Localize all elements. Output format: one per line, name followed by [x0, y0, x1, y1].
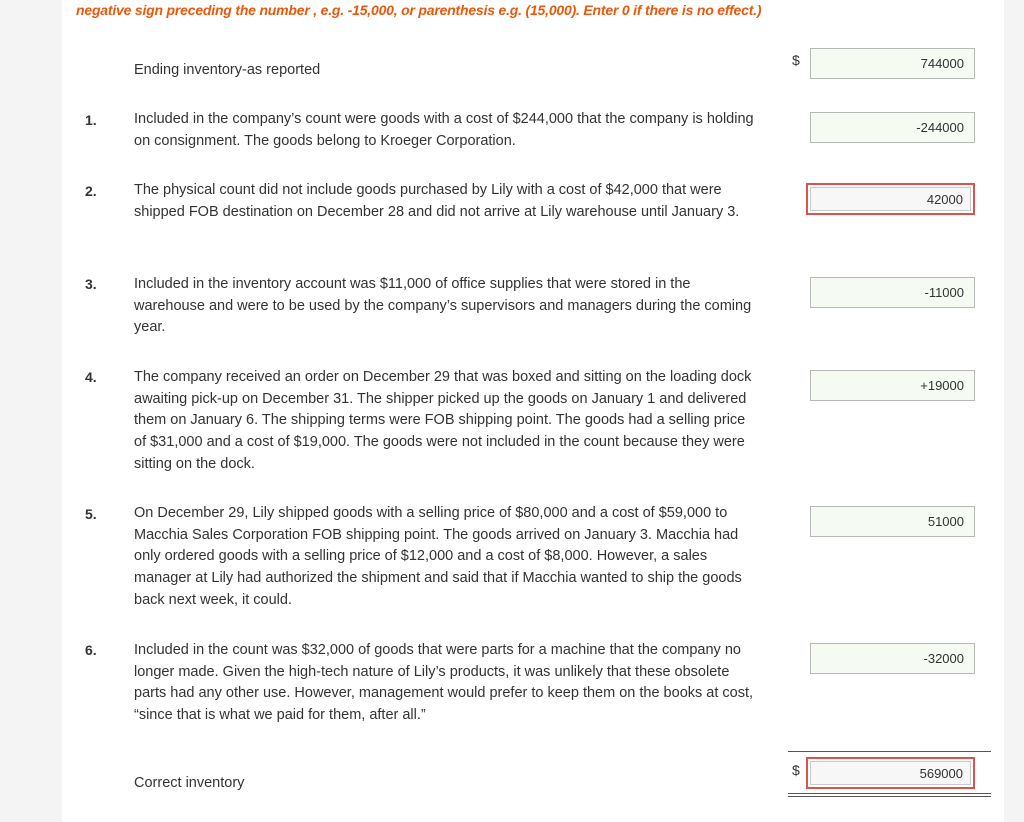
item-2-adjustment-input[interactable]: [806, 183, 975, 215]
item-1-number: 1.: [85, 112, 97, 128]
item-3-number: 3.: [85, 276, 97, 292]
correct-inventory-label: Correct inventory: [134, 775, 245, 791]
total-double-rule-1: [788, 793, 991, 794]
item-5-number: 5.: [85, 506, 97, 522]
reported-inventory-label: Ending inventory-as reported: [134, 62, 321, 78]
item-4-number: 4.: [85, 369, 97, 385]
instruction-text: negative sign preceding the number , e.g. -15,000, or parenthesis e.g. (15,000). Enter 0 if there is no effect.): [76, 2, 762, 18]
item-5-description: On December 29, Lily shipped goods with a selling price of $80,000 and a cost of $59,000 to Macchia Sales Corporation FOB shipping point. The goods arrived on January 3. Macchia had only ordered goods with a selling price of $12,000 and a cost of $8,000. However, a sales manager at Lily had authorized the shipment and said that if Macchia wanted to ship the goods back next week, it could.: [134, 505, 742, 608]
reported-dollar-sign: $: [792, 52, 800, 68]
item-4-description: The company received an order on December 29 that was boxed and sitting on the loading dock awaiting pick-up on December 31. The shipper picked up the goods on January 1 and delivered them on January 6. The shipping terms were FOB shipping point. The goods had a selling price of $31,000 and a cost of $19,000. The goods were not included in the count because they were sitting on the dock.: [134, 369, 752, 472]
item-1-description: Included in the company’s count were goods with a cost of $244,000 that the company is holding on consignment. The goods belong to Kroeger Corporation.: [134, 111, 754, 149]
item-6-adjustment-input[interactable]: [810, 643, 975, 674]
item-5-adjustment-input[interactable]: [810, 506, 975, 537]
item-1-adjustment-input[interactable]: [810, 112, 975, 143]
item-4-adjustment-input[interactable]: [810, 370, 975, 401]
item-3-adjustment-input[interactable]: [810, 277, 975, 308]
item-2-number: 2.: [85, 183, 97, 199]
item-2-description: The physical count did not include goods purchased by Lily with a cost of $42,000 that were shipped FOB destination on December 28 and did not arrive at Lily warehouse until January 3.: [134, 182, 740, 220]
total-double-rule-2: [788, 796, 991, 797]
reported-inventory-input[interactable]: [810, 48, 975, 79]
correct-dollar-sign: $: [792, 762, 800, 778]
total-rule-top: [788, 751, 991, 752]
item-6-number: 6.: [85, 642, 97, 658]
item-6-description: Included in the count was $32,000 of goods that were parts for a machine that the company no longer made. Given the high-tech nature of Lily’s products, it was unlikely that these obsolete parts had any other use. However, management would prefer to keep them on the books at cost, “since that is what we paid for them, after all.”: [134, 642, 754, 724]
item-3-description: Included in the inventory account was $11,000 of office supplies that were stored in the warehouse and were to be used by the company’s supervisors and managers during the coming year.: [134, 276, 752, 336]
correct-inventory-input[interactable]: [806, 757, 975, 789]
